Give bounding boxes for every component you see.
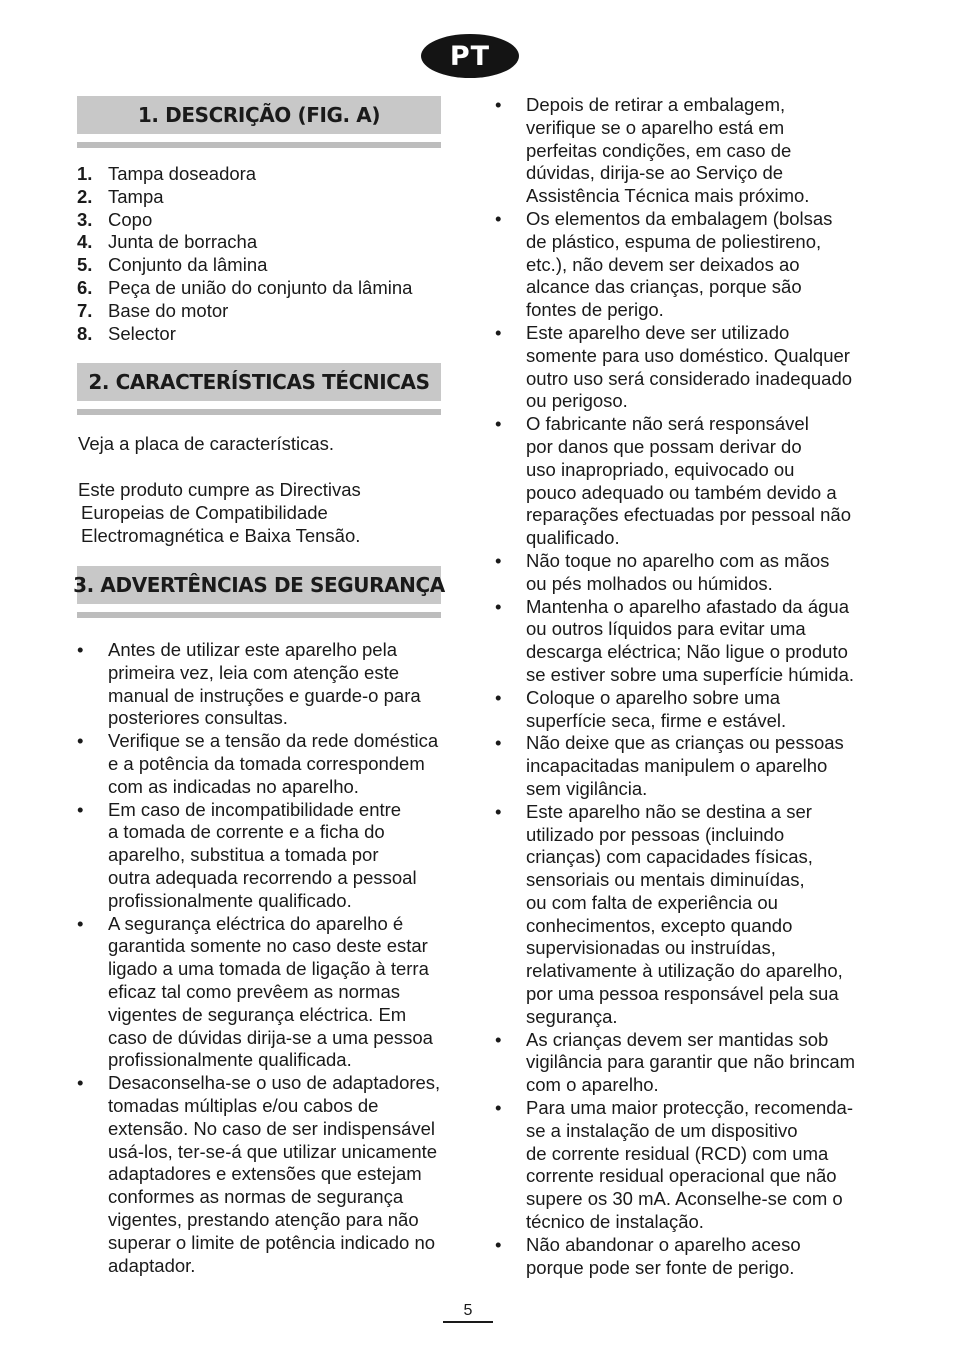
page-number-underline — [443, 1321, 493, 1323]
section-title-safety: 3. ADVERTÊNCIAS DE SEGURANÇA — [77, 566, 441, 604]
bullet-text-line: alcance das crianças, porque são — [526, 276, 802, 298]
bullet-text-line: eficaz tal como prevêem as normas — [108, 980, 401, 1002]
bullet-text-line: se a instalação de um dispositivo — [526, 1119, 798, 1141]
safety-bullet-item — [77, 913, 440, 1073]
section-header-safety — [73, 566, 445, 618]
technical-paragraph-2 — [78, 479, 361, 547]
bullet-text-line: profissionalmente qualificado. — [108, 889, 352, 911]
bullet-icon: • — [495, 1097, 502, 1119]
parts-list-item — [77, 254, 412, 277]
bullet-text-line: reparações efectuadas por pessoal não — [526, 504, 851, 526]
technical-paragraph-1 — [78, 433, 334, 456]
bullet-text-line: Não abandonar o aparelho aceso — [526, 1233, 801, 1255]
bullet-text-line: ligado a uma tomada de ligação à terra — [108, 958, 429, 980]
safety-bullet-item — [495, 322, 855, 413]
bullet-text-line: a tomada de corrente e a ficha do — [108, 821, 385, 843]
item-number: 1. — [77, 163, 93, 184]
bullet-icon: • — [77, 1072, 84, 1094]
bullet-text-line: posteriores consultas. — [108, 707, 288, 729]
bullet-text-line: aparelho, substitua a tomada por — [108, 844, 379, 866]
bullet-text-line: tomadas múltiplas e/ou cabos de — [108, 1094, 379, 1116]
bullet-text-line: descarga eléctrica; Não ligue o produto — [526, 641, 848, 663]
bullet-text-line: Este aparelho deve ser utilizado — [526, 321, 790, 343]
bullet-text-line: sensoriais ou mentais diminuídas, — [526, 869, 805, 891]
bullet-text-line: com as indicadas no aparelho. — [108, 775, 359, 797]
section-divider — [77, 142, 441, 148]
bullet-text-line: O fabricante não será responsável — [526, 413, 809, 435]
bullet-icon: • — [495, 732, 502, 754]
parts-list — [77, 163, 412, 345]
safety-bullet-item — [495, 596, 855, 687]
parts-list-item — [77, 163, 412, 186]
bullet-text-line: segurança. — [526, 1005, 618, 1027]
bullet-text-line: Os elementos da embalagem (bolsas — [526, 207, 833, 229]
bullet-text-line: ou outros líquidos para evitar uma — [526, 618, 806, 640]
bullet-text-line: caso de dúvidas dirija-se a uma pessoa — [108, 1026, 433, 1048]
bullet-text-line: etc.), não devem ser deixados ao — [526, 253, 800, 275]
safety-bullet-item — [495, 1029, 855, 1097]
item-number: 2. — [77, 185, 93, 207]
bullet-text-line: crianças) com capacidades físicas, — [526, 846, 813, 868]
bullet-text-line: conformes as normas de segurança — [108, 1186, 404, 1208]
bullet-text-line: supervisionadas ou instruídas, — [526, 937, 776, 959]
item-label: Copo — [108, 208, 153, 230]
bullet-text-line: Coloque o aparelho sobre uma — [526, 686, 781, 708]
section-title-technical: 2. CARACTERÍSTICAS TÉCNICAS — [77, 363, 441, 401]
safety-list-right — [495, 94, 855, 1279]
section-header-description — [77, 96, 441, 148]
item-label: Peça de união do conjunto da lâmina — [108, 276, 413, 298]
safety-bullet-item — [495, 208, 855, 322]
safety-bullet-item — [77, 730, 440, 798]
bullet-text-line: Verifique se a tensão da rede doméstica — [108, 730, 439, 752]
bullet-text-line: Assistência Técnica mais próximo. — [526, 185, 810, 207]
bullet-text-line: vigentes de segurança eléctrica. Em — [108, 1003, 407, 1025]
parts-list-item — [77, 209, 412, 232]
bullet-text-line: vigentes, prestando atenção para não — [108, 1208, 419, 1230]
bullet-text-line: profissionalmente qualificada. — [108, 1049, 352, 1071]
bullet-text-line: garantida somente no caso deste estar — [108, 935, 428, 957]
item-number: 7. — [77, 299, 93, 321]
bullet-text-line: primeira vez, leia com atenção este — [108, 661, 399, 683]
item-number: 5. — [77, 254, 93, 276]
bullet-text-line: extensão. No caso de ser indispensável — [108, 1117, 436, 1139]
bullet-text-line: somente para uso doméstico. Qualquer — [526, 344, 850, 366]
safety-bullet-item — [77, 1072, 440, 1277]
section-divider — [77, 612, 441, 618]
item-label: Junta de borracha — [108, 231, 258, 253]
item-label: Base do motor — [108, 299, 229, 321]
bullet-icon: • — [77, 730, 84, 752]
bullet-text-line: Depois de retirar a embalagem, — [526, 94, 786, 115]
bullet-icon: • — [495, 1028, 502, 1050]
item-number: 8. — [77, 322, 93, 344]
bullet-text-line: Mantenha o aparelho afastado da água — [526, 595, 849, 617]
language-badge: PT — [421, 34, 519, 78]
bullet-text-line: se estiver sobre uma superfície húmida. — [526, 663, 855, 685]
section-header-technical — [77, 363, 441, 415]
section-title-description: 1. DESCRIÇÃO (FIG. A) — [77, 96, 441, 134]
bullet-text-line: pouco adequado ou também devido a — [526, 481, 837, 503]
bullet-text-line: superar o limite de potência indicado no — [108, 1231, 436, 1253]
bullet-text-line: de corrente residual (RCD) com uma — [526, 1142, 829, 1164]
bullet-text-line: Este aparelho não se destina a ser — [526, 800, 812, 822]
bullet-text-line: por uma pessoa responsável pela sua — [526, 983, 839, 1005]
safety-bullet-item — [495, 687, 855, 733]
bullet-icon: • — [77, 639, 84, 660]
safety-bullet-item — [495, 94, 855, 208]
item-label: Selector — [108, 322, 176, 344]
bullet-text-line: manual de instruções e guarde-o para — [108, 684, 421, 706]
bullet-icon: • — [495, 1233, 502, 1255]
bullet-icon: • — [495, 686, 502, 708]
bullet-icon: • — [495, 321, 502, 343]
parts-list-item — [77, 300, 412, 323]
bullet-icon: • — [495, 94, 502, 115]
parts-list-item — [77, 277, 412, 300]
bullet-text-line: Não deixe que as crianças ou pessoas — [526, 732, 844, 754]
safety-bullet-item — [495, 801, 855, 1029]
bullet-text-line: qualificado. — [526, 527, 620, 549]
parts-list-item — [77, 231, 412, 254]
bullet-icon: • — [495, 800, 502, 822]
item-number: 6. — [77, 276, 93, 298]
bullet-text-line: porque pode ser fonte de perigo. — [526, 1256, 795, 1278]
bullet-text-line: sem vigilância. — [526, 777, 648, 799]
bullet-text-line: outro uso será considerado inadequado — [526, 367, 853, 389]
bullet-text-line: ou pés molhados ou húmidos. — [526, 572, 773, 594]
bullet-text-line: As crianças devem ser mantidas sob — [526, 1028, 829, 1050]
safety-bullet-item — [495, 550, 855, 596]
bullet-icon: • — [495, 595, 502, 617]
item-label: Conjunto da lâmina — [108, 254, 268, 276]
bullet-text-line: Não toque no aparelho com as mãos — [526, 549, 830, 571]
item-number: 4. — [77, 231, 93, 253]
bullet-text-line: Para uma maior protecção, recomenda- — [526, 1097, 853, 1119]
bullet-text-line: por danos que possam derivar do — [526, 435, 802, 457]
paragraph-line: Europeias de Compatibilidade — [81, 501, 328, 523]
bullet-text-line: uso inapropriado, equivocado ou — [526, 458, 795, 480]
bullet-text-line: incapacitadas manipulem o aparelho — [526, 755, 828, 777]
bullet-text-line: vigilância para garantir que não brincam — [526, 1051, 856, 1073]
bullet-text-line: técnico de instalação. — [526, 1211, 704, 1233]
parts-list-item — [77, 186, 412, 209]
bullet-text-line: superfície seca, firme e estável. — [526, 709, 787, 731]
bullet-text-line: perfeitas condições, em caso de — [526, 139, 792, 161]
bullet-text-line: usá-los, ter-se-á que utilizar unicamente — [108, 1140, 438, 1162]
bullet-text-line: Desaconselha-se o uso de adaptadores, — [108, 1072, 441, 1094]
bullet-icon: • — [495, 413, 502, 435]
bullet-text-line: adaptador. — [108, 1254, 196, 1276]
bullet-text-line: e a potência da tomada correspondem — [108, 752, 425, 774]
bullet-text-line: adaptadores e extensões que estejam — [108, 1163, 422, 1185]
bullet-icon: • — [495, 207, 502, 229]
bullet-text-line: com o aparelho. — [526, 1074, 659, 1096]
parts-list-item — [77, 323, 412, 346]
bullet-text-line: conhecimentos, excepto quando — [526, 914, 793, 936]
item-label: Tampa doseadora — [108, 163, 257, 184]
bullet-text-line: verifique se o aparelho está em — [526, 116, 785, 138]
item-label: Tampa — [108, 185, 164, 207]
safety-list-left — [77, 639, 440, 1277]
bullet-text-line: corrente residual operacional que não — [526, 1165, 837, 1187]
bullet-text-line: de plástico, espuma de poliestireno, — [526, 230, 822, 252]
safety-bullet-item — [77, 799, 440, 913]
bullet-icon: • — [77, 912, 84, 934]
bullet-text-line: outra adequada recorrendo a pessoal — [108, 866, 417, 888]
safety-bullet-item — [495, 1097, 855, 1234]
bullet-text-line: ou com falta de experiência ou — [526, 891, 778, 913]
bullet-icon: • — [77, 798, 84, 820]
paragraph-line: Electromagnética e Baixa Tensão. — [81, 524, 361, 546]
bullet-text-line: A segurança eléctrica do aparelho é — [108, 912, 404, 934]
item-number: 3. — [77, 208, 93, 230]
bullet-text-line: utilizado por pessoas (incluindo — [526, 823, 785, 845]
bullet-text-line: ou perigoso. — [526, 390, 628, 412]
page-number: 5 — [463, 1302, 473, 1319]
bullet-text-line: relativamente à utilização do aparelho, — [526, 960, 843, 982]
bullet-text-line: fontes de perigo. — [526, 299, 664, 321]
safety-bullet-item — [495, 413, 855, 550]
safety-bullet-item — [77, 639, 440, 730]
paragraph-line: Veja a placa de características. — [78, 433, 335, 454]
safety-bullet-item — [495, 732, 855, 800]
bullet-text-line: Antes de utilizar este aparelho pela — [108, 639, 397, 660]
section-divider — [77, 409, 441, 415]
bullet-text-line: dúvidas, dirija-se ao Serviço de — [526, 162, 784, 184]
safety-bullet-item — [495, 1234, 855, 1280]
paragraph-line: Este produto cumpre as Directivas — [78, 479, 361, 500]
bullet-text-line: Em caso de incompatibilidade entre — [108, 798, 402, 820]
bullet-icon: • — [495, 549, 502, 571]
bullet-text-line: supere os 30 mA. Aconselhe-se com o — [526, 1188, 843, 1210]
